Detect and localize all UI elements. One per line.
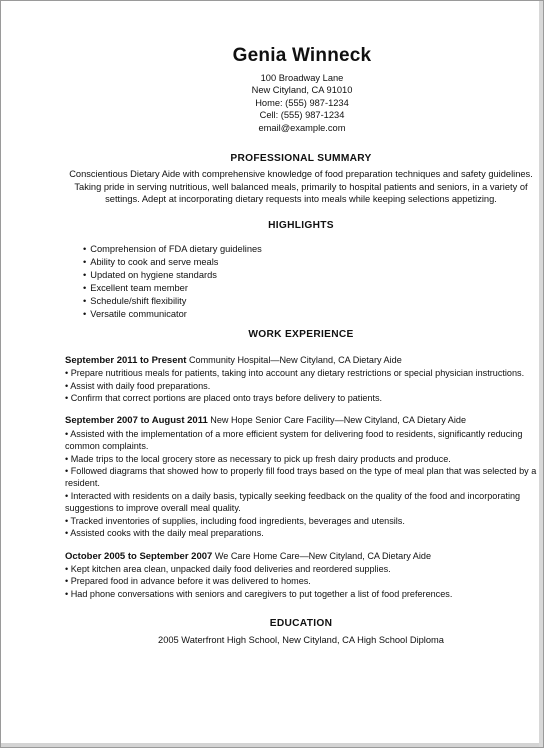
job-entry [65,414,537,539]
job-bullet: • Assisted cooks with the daily meal preparations. [65,528,264,539]
job-dates: September 2011 to Present [65,354,187,366]
home-phone: Home: (555) 987-1234 [255,97,349,108]
job-bullet: • Followed diagrams that showed how to properly fill food trays based on the type of meal plan that was selected by a resident. [65,466,537,489]
candidate-name: Genia Winneck [232,45,372,66]
job-bullet: • Assist with daily food preparations. [65,380,211,391]
job-bullet: • Kept kitchen area clean, unpacked daily food deliveries and reordered supplies. [65,563,391,574]
job-employer: We Care Home Care—New Cityland, CA Dietary Aide [214,550,431,561]
job-employer: New Hope Senior Care Facility—New Cityland, CA Dietary Aide [210,415,466,426]
job-bullet: • Interacted with residents on a daily basis, typically seeking feedback on the quality of the food and incorporating suggestions to improve overall meal quality. [65,490,521,514]
page-edge-shadow [539,1,543,747]
education-title: EDUCATION [269,618,333,630]
highlights-list [65,243,537,321]
job-header [65,354,537,367]
education-text: 2005 Waterfront High School, New Cityland, CA High School Diploma [158,635,444,646]
highlight-item: • Excellent team member [83,282,537,295]
cell-phone: Cell: (555) 987-1234 [259,110,345,121]
highlight-item: • Versatile communicator [83,308,537,321]
job-bullet: • Tracked inventories of supplies, including food ingredients, beverages and utensils. [65,515,405,526]
job-bullet: • Assisted with the implementation of a more efficient system for delivering food to residents, significantly reducing common complaints. [65,428,523,452]
highlight-item: • Updated on hygiene standards [83,269,537,282]
address-line: 100 Broadway Lane [260,73,344,83]
contact-block [67,72,537,134]
highlights-title: HIGHLIGHTS [268,219,334,231]
job-bullet: • Had phone conversations with seniors and caregivers to put together a list of food preferences. [65,588,453,599]
job-bullet: • Made trips to the local grocery store as necessary to pick up fresh dairy products and produce. [65,453,451,464]
email: email@example.com [258,122,346,133]
job-entry [65,550,537,601]
job-dates: September 2007 to August 2011 [65,415,208,427]
highlight-item: • Comprehension of FDA dietary guidelines [83,243,537,256]
job-bullet: • Prepared food in advance before it was delivered to homes. [65,576,311,587]
summary-title: PROFESSIONAL SUMMARY [230,153,372,165]
job-header [65,414,537,427]
job-employer: Community Hospital—New Cityland, CA Dietary Aide [188,354,402,365]
experience-title: WORK EXPERIENCE [248,328,354,340]
job-bullet: • Prepare nutritious meals for patients, taking into account any dietary restrictions or special physician instructions. [65,368,525,379]
job-header [65,550,537,563]
job-dates: October 2005 to September 2007 [65,550,213,562]
city-line: New Cityland, CA 91010 [251,85,353,96]
highlight-item: • Ability to cook and serve meals [83,256,537,269]
highlight-item: • Schedule/shift flexibility [83,295,537,308]
job-bullet: • Confirm that correct portions are placed onto trays before delivery to patients. [65,393,383,404]
job-entry [65,354,537,405]
summary-text: Conscientious Dietary Aide with comprehensive knowledge of food preparation techniques and safety guidelines. Taking pride in serving nutritious, well balanced meals, primarily to hospital patients and seniors, in a variety of settings. Adept at incorporating dietary requests into meals while keeping selections appetizing. [69,169,533,205]
